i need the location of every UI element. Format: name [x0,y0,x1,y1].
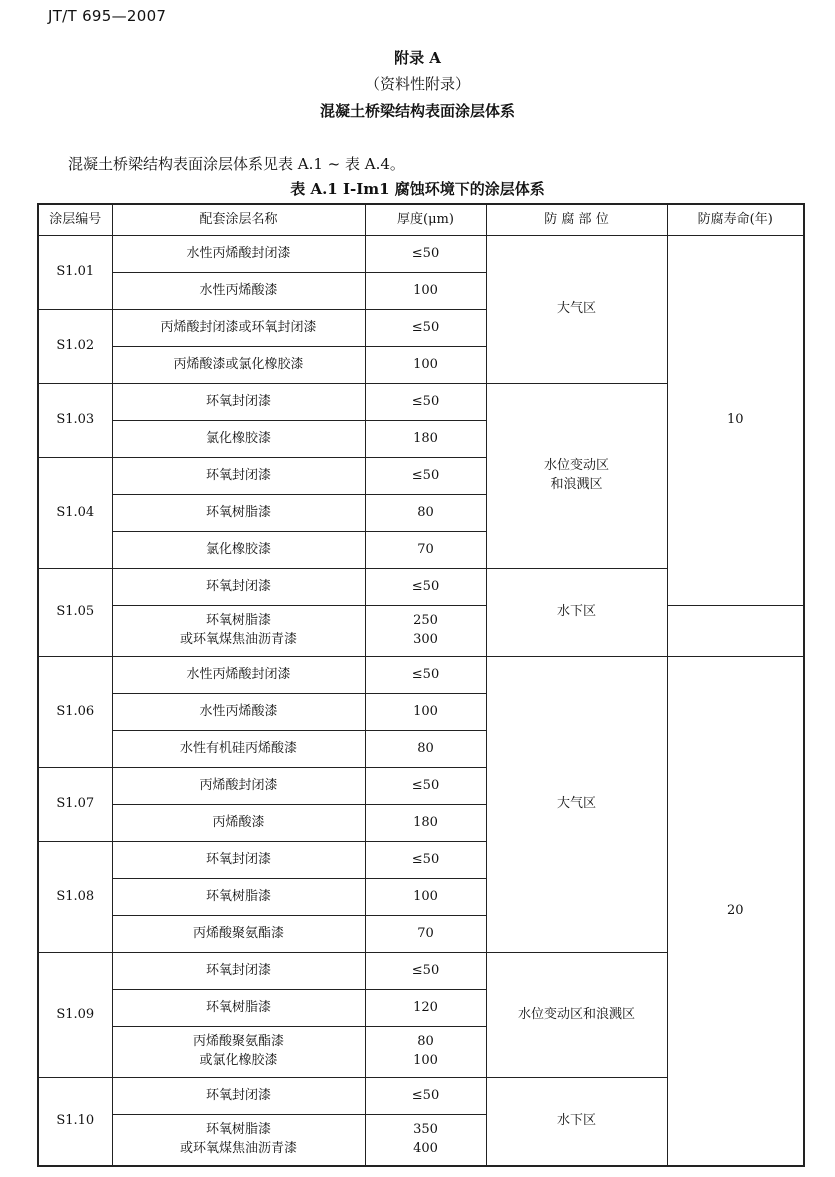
layer-thickness: ≤50 [365,768,486,805]
layer-name: 丙烯酸漆 [112,805,365,842]
layer-name: 丙烯酸封闭漆 [112,768,365,805]
layer-thickness: 120 [365,990,486,1027]
layer-name: 水性丙烯酸漆 [112,273,365,310]
layer-thickness: 100 [365,273,486,310]
layer-name [112,1027,365,1078]
col-header-thickness: 厚度(μm) [365,204,486,236]
appendix-heading: 混凝土桥梁结构表面涂层体系 [319,102,515,120]
thickness-line: 80 [417,1034,434,1050]
system-code: S1.10 [38,1078,112,1167]
layer-name: 氯化橡胶漆 [112,421,365,458]
table-row [38,606,804,657]
layer-thickness: 100 [365,347,486,384]
standard-number: JT/T 695—2007 [48,7,167,25]
layer-thickness: ≤50 [365,657,486,694]
layer-thickness: 70 [365,532,486,569]
col-header-life: 防腐寿命(年) [667,204,804,236]
layer-name-line: 或环氧煤焦油沥青漆 [179,1141,297,1156]
layer-name: 环氧树脂漆 [112,879,365,916]
system-code: S1.02 [38,310,112,384]
appendix-subtitle: （资料性附录） [364,75,470,93]
thickness-line: 400 [413,1141,438,1156]
layer-name: 环氧封闭漆 [112,458,365,495]
zone-cell: 水下区 [486,1078,667,1167]
system-code: S1.06 [38,657,112,768]
layer-name: 水性有机硅丙烯酸漆 [112,731,365,768]
layer-thickness: ≤50 [365,458,486,495]
system-code: S1.09 [38,953,112,1078]
layer-name: 水性丙烯酸封闭漆 [112,236,365,273]
layer-name-line: 环氧树脂漆 [205,613,271,629]
layer-thickness: ≤50 [365,384,486,421]
layer-name: 水性丙烯酸漆 [112,694,365,731]
layer-name [112,606,365,657]
thickness-line: 300 [413,632,438,647]
layer-name: 环氧封闭漆 [112,569,365,606]
coating-system-table [37,203,805,1167]
layer-thickness: 80 [365,495,486,532]
layer-name: 丙烯酸聚氨酯漆 [112,916,365,953]
appendix-title: 附录 A [394,49,441,67]
layer-thickness: 180 [365,421,486,458]
system-code: S1.03 [38,384,112,458]
layer-name: 水性丙烯酸封闭漆 [112,657,365,694]
layer-name: 环氧封闭漆 [112,953,365,990]
layer-name: 环氧封闭漆 [112,1078,365,1115]
layer-thickness: ≤50 [365,310,486,347]
zone-cell: 大气区 [486,657,667,953]
layer-thickness: 70 [365,916,486,953]
layer-name [112,1115,365,1167]
col-header-name: 配套涂层名称 [112,204,365,236]
layer-name-line: 或环氧煤焦油沥青漆 [179,632,297,647]
layer-thickness: 100 [365,879,486,916]
layer-thickness: ≤50 [365,842,486,879]
table-caption: 表 A.1 I-Im1 腐蚀环境下的涂层体系 [290,180,545,198]
system-code: S1.08 [38,842,112,953]
system-code: S1.04 [38,458,112,569]
table-row [38,657,804,694]
zone-cell: 水位变动区和浪溅区 [486,953,667,1078]
layer-thickness: 80 [365,731,486,768]
layer-thickness [365,1027,486,1078]
layer-name: 丙烯酸漆或氯化橡胶漆 [112,347,365,384]
zone-line: 水位变动区 [543,458,609,474]
system-code: S1.07 [38,768,112,842]
thickness-line: 100 [413,1053,438,1068]
col-header-code: 涂层编号 [38,204,112,236]
zone-line: 和浪溅区 [550,477,603,492]
layer-thickness: 180 [365,805,486,842]
layer-thickness: ≤50 [365,953,486,990]
layer-thickness: ≤50 [365,569,486,606]
layer-name: 环氧树脂漆 [112,495,365,532]
thickness-line: 350 [413,1122,438,1138]
layer-name-line: 或氯化橡胶漆 [199,1053,278,1068]
layer-name: 丙烯酸封闭漆或环氧封闭漆 [112,310,365,347]
system-code: S1.01 [38,236,112,310]
table-header-row [38,204,804,236]
layer-name: 环氧封闭漆 [112,384,365,421]
intro-paragraph: 混凝土桥梁结构表面涂层体系见表 A.1 ~ 表 A.4。 [68,155,405,173]
layer-name-line: 环氧树脂漆 [205,1122,271,1138]
layer-name: 环氧封闭漆 [112,842,365,879]
layer-thickness: ≤50 [365,236,486,273]
table-row [38,236,804,273]
layer-name: 环氧树脂漆 [112,990,365,1027]
layer-name: 氯化橡胶漆 [112,532,365,569]
layer-thickness [365,1115,486,1167]
col-header-zone: 防 腐 部 位 [486,204,667,236]
life-cell: 20 [667,657,804,1167]
layer-thickness: 100 [365,694,486,731]
layer-thickness [365,606,486,657]
layer-name-line: 丙烯酸聚氨酯漆 [192,1034,284,1050]
thickness-line: 250 [413,613,438,629]
zone-cell: 水下区 [486,569,667,657]
layer-thickness: ≤50 [365,1078,486,1115]
life-cell: 10 [667,236,804,606]
zone-cell: 大气区 [486,236,667,384]
system-code: S1.05 [38,569,112,657]
zone-cell [486,384,667,569]
